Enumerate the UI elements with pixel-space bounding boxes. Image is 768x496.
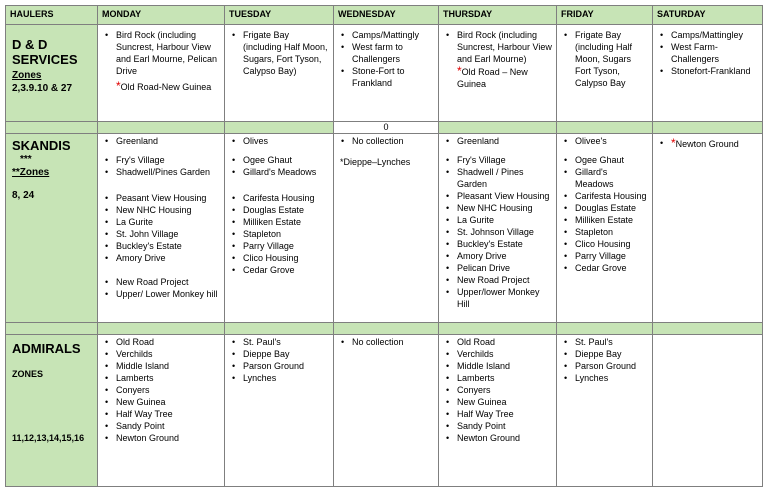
collection-schedule-table bbox=[5, 5, 763, 487]
admirals-tuesday bbox=[225, 335, 334, 487]
wednesday-note: *Dieppe–Lynches bbox=[340, 157, 411, 167]
asterisk-icon: * bbox=[457, 64, 462, 78]
list-item: • Conyers bbox=[102, 384, 220, 396]
list-item: • Bird Rock (including Suncrest, Harbour View and Earl Mourne) bbox=[443, 29, 552, 65]
list-item: • New Guinea bbox=[443, 396, 552, 408]
list-item: • Stapleton bbox=[229, 228, 329, 240]
list-item: • Peasant View Housing bbox=[102, 192, 220, 204]
list-item: • New NHC Housing bbox=[443, 202, 552, 214]
hauler-name: ADMIRALS bbox=[12, 341, 81, 356]
hauler-name-2: SERVICES bbox=[12, 52, 78, 67]
list-item: • Pelican Drive bbox=[443, 262, 552, 274]
header-monday: MONDAY bbox=[98, 6, 225, 25]
list-item: • St. Johnson Village bbox=[443, 226, 552, 238]
list-item: • Amory Drive bbox=[443, 250, 552, 262]
list-item: • Camps/Mattingley bbox=[657, 29, 758, 41]
asterisk-icon: * bbox=[671, 136, 676, 150]
list-item: • Upper/lower Monkey Hill bbox=[443, 286, 552, 310]
skandis-saturday bbox=[653, 134, 763, 323]
header-wednesday: WEDNESDAY bbox=[334, 6, 439, 25]
dd-thursday bbox=[439, 25, 557, 122]
row-admirals bbox=[6, 335, 763, 487]
list-item: • Cedar Grove bbox=[561, 262, 648, 274]
list-item: • No collection bbox=[338, 336, 434, 348]
list-item: • La Gurite bbox=[102, 216, 220, 228]
list-item: • Pleasant View Housing bbox=[443, 190, 552, 202]
list-item: • Stonefort-Frankland bbox=[657, 65, 758, 77]
list-item: • New Road Project bbox=[102, 276, 220, 288]
zones-value: 11,12,13,14,15,16 bbox=[12, 433, 85, 443]
list-item: • Sandy Point bbox=[102, 420, 220, 432]
list-item: • St. Paul's bbox=[229, 336, 329, 348]
list-item: • Gillard's Meadows bbox=[229, 166, 329, 178]
list-item: • West farm to Challengers bbox=[338, 41, 434, 65]
row-skandis bbox=[6, 134, 763, 323]
list-item: • Shadwell / Pines Garden bbox=[443, 166, 552, 190]
header-saturday: SATURDAY bbox=[653, 6, 763, 25]
list-item: • Fry's Village bbox=[443, 154, 552, 166]
list-item: *Old Road – New Guinea bbox=[457, 64, 528, 89]
list-item: • St. John Village bbox=[102, 228, 220, 240]
list-item: • La Gurite bbox=[443, 214, 552, 226]
header-haulers: HAULERS bbox=[6, 6, 98, 25]
list-item: • Lamberts bbox=[443, 372, 552, 384]
list-item: • Carifesta Housing bbox=[561, 190, 648, 202]
list-item: • Milliken Estate bbox=[561, 214, 648, 226]
list-item: • Half Way Tree bbox=[102, 408, 220, 420]
list-item: • Half Way Tree bbox=[443, 408, 552, 420]
row-dd-services bbox=[6, 25, 763, 122]
dd-tuesday bbox=[225, 25, 334, 122]
list-item: • Ogee Ghaut bbox=[229, 154, 329, 166]
list-item: • Carifesta Housing bbox=[229, 192, 329, 204]
list-item: • No collection bbox=[338, 135, 434, 147]
list-item: • Newton Ground bbox=[102, 432, 220, 444]
list-item: • New Road Project bbox=[443, 274, 552, 286]
separator-row bbox=[6, 323, 763, 335]
admirals-wednesday bbox=[334, 335, 439, 487]
list-item: • Greenland bbox=[102, 135, 220, 147]
admirals-friday bbox=[557, 335, 653, 487]
list-item: • Middle Island bbox=[443, 360, 552, 372]
list-item: • Conyers bbox=[443, 384, 552, 396]
list-item: • Newton Ground bbox=[443, 432, 552, 444]
skandis-monday bbox=[98, 134, 225, 323]
asterisk-icon: * bbox=[116, 79, 121, 93]
hauler-dd-services bbox=[6, 25, 98, 122]
list-item: • Middle Island bbox=[102, 360, 220, 372]
list-item: • Old Road bbox=[443, 336, 552, 348]
header-tuesday: TUESDAY bbox=[225, 6, 334, 25]
list-item: • Douglas Estate bbox=[561, 202, 648, 214]
list-item: • Greenland bbox=[443, 135, 552, 147]
skandis-thursday bbox=[439, 134, 557, 323]
list-item: • Ogee Ghaut bbox=[561, 154, 648, 166]
list-item: • Lynches bbox=[561, 372, 648, 384]
list-item: • Amory Drive bbox=[102, 252, 220, 264]
header-row bbox=[6, 6, 763, 25]
dd-monday bbox=[98, 25, 225, 122]
skandis-tuesday bbox=[225, 134, 334, 323]
list-item: • Parson Ground bbox=[229, 360, 329, 372]
hauler-name: SKANDIS bbox=[12, 138, 71, 153]
list-item: • Fry's Village bbox=[102, 154, 220, 166]
list-item: • Verchilds bbox=[102, 348, 220, 360]
separator-row bbox=[6, 122, 763, 134]
list-item: • Verchilds bbox=[443, 348, 552, 360]
list-item: • Cedar Grove bbox=[229, 264, 329, 276]
dd-wednesday bbox=[334, 25, 439, 122]
list-item: • Frigate Bay (including Half Moon, Sugars Fort Tyson, Calypso Bay bbox=[561, 29, 648, 89]
zones-label: ZONES bbox=[12, 369, 44, 379]
separator-value: 0 bbox=[334, 122, 439, 134]
list-item: • Milliken Estate bbox=[229, 216, 329, 228]
list-item: • Parry Village bbox=[229, 240, 329, 252]
list-item: • West Farm-Challengers bbox=[657, 41, 758, 65]
stars: *** bbox=[20, 154, 32, 165]
list-item: • Sandy Point bbox=[443, 420, 552, 432]
list-item: • Olivee's bbox=[561, 135, 648, 147]
list-item: • Parry Village bbox=[561, 250, 648, 262]
dd-saturday bbox=[653, 25, 763, 122]
list-item: • Buckley's Estate bbox=[102, 240, 220, 252]
list-item: • *Newton Ground bbox=[657, 137, 758, 150]
list-item: • Clico Housing bbox=[229, 252, 329, 264]
zones-value: 2,3.9.10 & 27 bbox=[12, 83, 73, 94]
hauler-skandis bbox=[6, 134, 98, 323]
header-thursday: THURSDAY bbox=[439, 6, 557, 25]
admirals-saturday bbox=[653, 335, 763, 487]
list-item: • Bird Rock (including Suncrest, Harbour View and Earl Mourne, Pelican Drive bbox=[102, 29, 220, 77]
list-item: • Dieppe Bay bbox=[561, 348, 648, 360]
list-item: • Upper/ Lower Monkey hill bbox=[102, 288, 220, 300]
hauler-admirals bbox=[6, 335, 98, 487]
list-item: • Olives bbox=[229, 135, 329, 147]
header-friday: FRIDAY bbox=[557, 6, 653, 25]
skandis-wednesday bbox=[334, 134, 439, 323]
list-item: • Douglas Estate bbox=[229, 204, 329, 216]
admirals-thursday bbox=[439, 335, 557, 487]
list-item: • Frigate Bay (including Half Moon, Sugars, Fort Tyson, Calypso Bay) bbox=[229, 29, 329, 77]
list-item: • Parson Ground bbox=[561, 360, 648, 372]
list-item: • New NHC Housing bbox=[102, 204, 220, 216]
list-item: • Lynches bbox=[229, 372, 329, 384]
list-item: • Buckley's Estate bbox=[443, 238, 552, 250]
list-item: • Camps/Mattingly bbox=[338, 29, 434, 41]
hauler-name: D & D bbox=[12, 37, 48, 52]
list-item: • New Guinea bbox=[102, 396, 220, 408]
list-item: • Gillard's Meadows bbox=[561, 166, 648, 190]
zones-label: Zones bbox=[12, 70, 42, 81]
list-item: • Old Road bbox=[102, 336, 220, 348]
zones-label: **Zones bbox=[12, 167, 50, 178]
list-item: *Old Road-New Guinea bbox=[116, 79, 212, 93]
list-item: • St. Paul's bbox=[561, 336, 648, 348]
list-item: • Clico Housing bbox=[561, 238, 648, 250]
dd-friday bbox=[557, 25, 653, 122]
admirals-monday bbox=[98, 335, 225, 487]
list-item: • Shadwell/Pines Garden bbox=[102, 166, 220, 178]
list-item: • Lamberts bbox=[102, 372, 220, 384]
list-item: • Stapleton bbox=[561, 226, 648, 238]
list-item: • Dieppe Bay bbox=[229, 348, 329, 360]
skandis-friday bbox=[557, 134, 653, 323]
zones-value: 8, 24 bbox=[12, 190, 35, 201]
list-item: • Stone-Fort to Frankland bbox=[338, 65, 434, 89]
